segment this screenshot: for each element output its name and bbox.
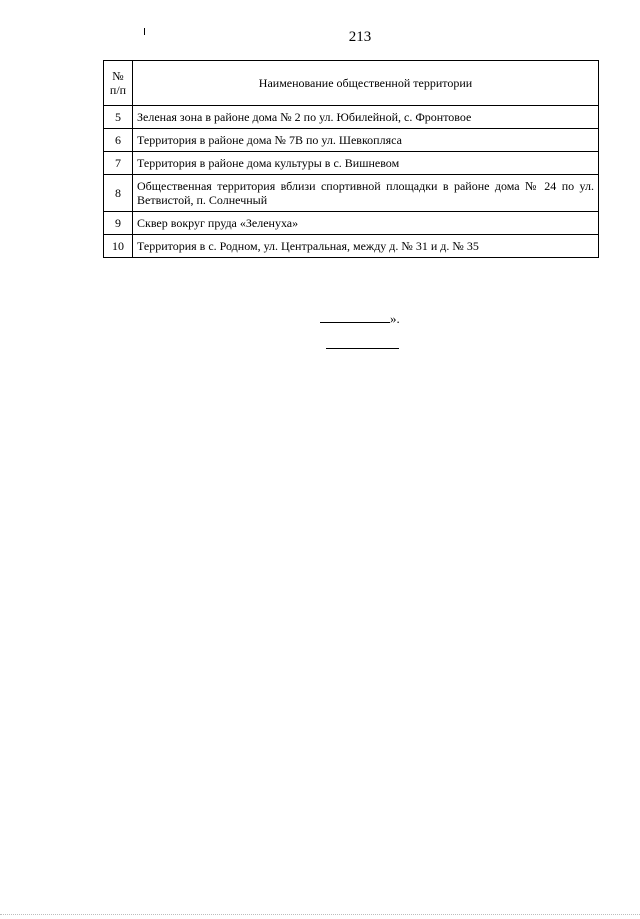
territories-table <box>103 60 599 258</box>
row-number: 7 <box>104 152 133 175</box>
row-number: 9 <box>104 212 133 235</box>
page-number: 213 <box>348 29 372 45</box>
row-territory-name: Территория в с. Родном, ул. Центральная, между д. № 31 и д. № 35 <box>133 235 599 258</box>
row-territory-name: Сквер вокруг пруда «Зеленуха» <box>133 212 599 235</box>
column-header-name: Наименование общественной территории <box>133 61 599 106</box>
row-territory-name: Территория в районе дома культуры в с. Вишневом <box>133 152 599 175</box>
table-row <box>104 175 599 212</box>
table-header-row <box>104 61 599 106</box>
table-row <box>104 235 599 258</box>
row-number: 8 <box>104 175 133 212</box>
row-number: 6 <box>104 129 133 152</box>
end-of-document-rule <box>326 348 399 349</box>
row-territory-name: Территория в районе дома № 7В по ул. Шевкопляса <box>133 129 599 152</box>
table-row <box>104 212 599 235</box>
closing-quote-mark: ». <box>390 311 400 326</box>
scan-bottom-edge <box>0 914 640 915</box>
row-number: 5 <box>104 106 133 129</box>
column-header-number <box>104 61 133 106</box>
closing-blank-line <box>320 311 390 323</box>
row-number: 10 <box>104 235 133 258</box>
row-territory-name: Общественная территория вблизи спортивной площадки в районе дома № 24 по ул. Ветвистой, п. Солнечный <box>133 175 599 212</box>
table-row <box>104 129 599 152</box>
table-row <box>104 152 599 175</box>
table-row <box>104 106 599 129</box>
closing-quote-line <box>320 311 400 327</box>
row-territory-name: Зеленая зона в районе дома № 2 по ул. Юбилейной, с. Фронтовое <box>133 106 599 129</box>
column-header-number-text: № п/п <box>109 69 127 97</box>
